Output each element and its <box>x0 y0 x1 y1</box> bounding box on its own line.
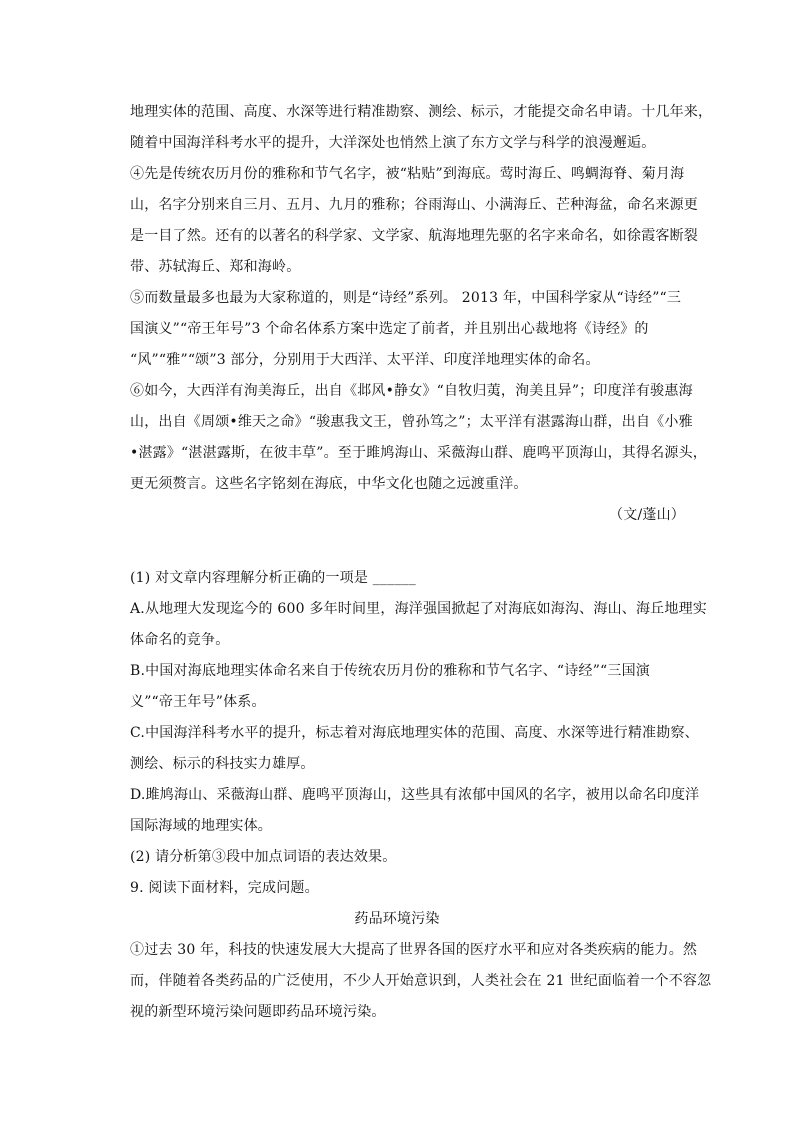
article-line: ⑤而数量最多也最为大家称道的，则是“诗经”系列。 2013 年，中国科学家从“诗经”“三 <box>130 290 682 306</box>
article-line: 山，出自《周颂•维天之命》“骏惠我文王，曾孙笃之”；太平洋有湛露海山群，出自《小雅 <box>130 414 693 430</box>
article-line: 随着中国海洋科考水平的提升，大洋深处也悄然上演了东方文学与科学的浪漫邂逅。 <box>130 135 656 151</box>
question-line: 9. 阅读下面材料，完成问题。 <box>130 880 319 896</box>
question-line: (2) 请分析第③段中加点词语的表达效果。 <box>130 849 397 865</box>
question-line: A.从地理大发现迄今的 600 多年时间里，海洋强国掀起了对海底如海沟、海山、海丘地理实 <box>130 601 707 617</box>
article-line: 山，名字分别来自三月、五月、九月的雅称；谷雨海山、小满海丘、芒种海盆，命名来源更 <box>130 197 698 213</box>
article-title: 药品环境污染 <box>354 911 440 927</box>
article-line: 更无须赘言。这些名字铭刻在海底，中华文化也随之远渡重洋。 <box>130 476 528 492</box>
article-line: ⑥如今，大西洋有洵美海丘，出自《邶风•静女》“自牧归荑，洵美且异”；印度洋有骏惠海 <box>130 383 693 399</box>
article-line: ④先是传统农历月份的雅称和节气名字，被“粘贴”到海底。莺时海丘、鸣蜩海脊、菊月海 <box>130 166 685 182</box>
question-line: B.中国对海底地理实体命名来自于传统农历月份的雅称和节气名字、“诗经”“三国演 <box>130 663 651 679</box>
question-line: 国际海域的地理实体。 <box>130 818 272 834</box>
article-line: “风”“雅”“颂”3 部分，分别用于大西洋、太平洋、印度洋地理实体的命名。 <box>130 352 600 368</box>
article-author: （文/蓬山） <box>609 507 685 523</box>
article-line: •湛露》“湛湛露斯，在彼丰草”。至于雎鸠海山、采薇海山群、鹿鸣平顶海山，其得名源头， <box>130 445 707 461</box>
question-line: C.中国海洋科考水平的提升，标志着对海底地理实体的范围、高度、水深等进行精准勘察、 <box>130 725 699 741</box>
question-line: (1) 对文章内容理解分析正确的一项是 ______ <box>130 570 416 586</box>
question-line: 义”“帝王年号”体系。 <box>130 694 266 710</box>
article-line: 视的新型环境污染问题即药品环境污染。 <box>130 1004 386 1020</box>
question-line: 体命名的竞争。 <box>130 632 230 648</box>
article-line: 地理实体的范围、高度、水深等进行精准勘察、测绘、标示，才能提交命名申请。十几年来， <box>130 104 713 120</box>
article-line: 是一目了然。还有的以著名的科学家、文学家、航海地理先驱的名字来命名，如徐霞客断裂 <box>130 228 698 244</box>
question-line: D.雎鸠海山、采薇海山群、鹿鸣平顶海山，这些具有浓郁中国风的名字，被用以命名印度洋 <box>130 787 700 803</box>
question-line: 测绘、标示的科技实力雄厚。 <box>130 756 315 772</box>
article-line: 国演义”“帝王年号”3 个命名体系方案中选定了前者，并且别出心裁地将《诗经》的 <box>130 321 649 337</box>
article-line: 带、苏轼海丘、郑和海岭。 <box>130 259 301 275</box>
article-line: ①过去 30 年，科技的快速发展大大提高了世界各国的医疗水平和应对各类疾病的能力。然 <box>130 942 698 958</box>
article-line: 而，伴随着各类药品的广泛使用，不少人开始意识到，人类社会在 21 世纪面临着一个不容忽 <box>130 973 712 989</box>
